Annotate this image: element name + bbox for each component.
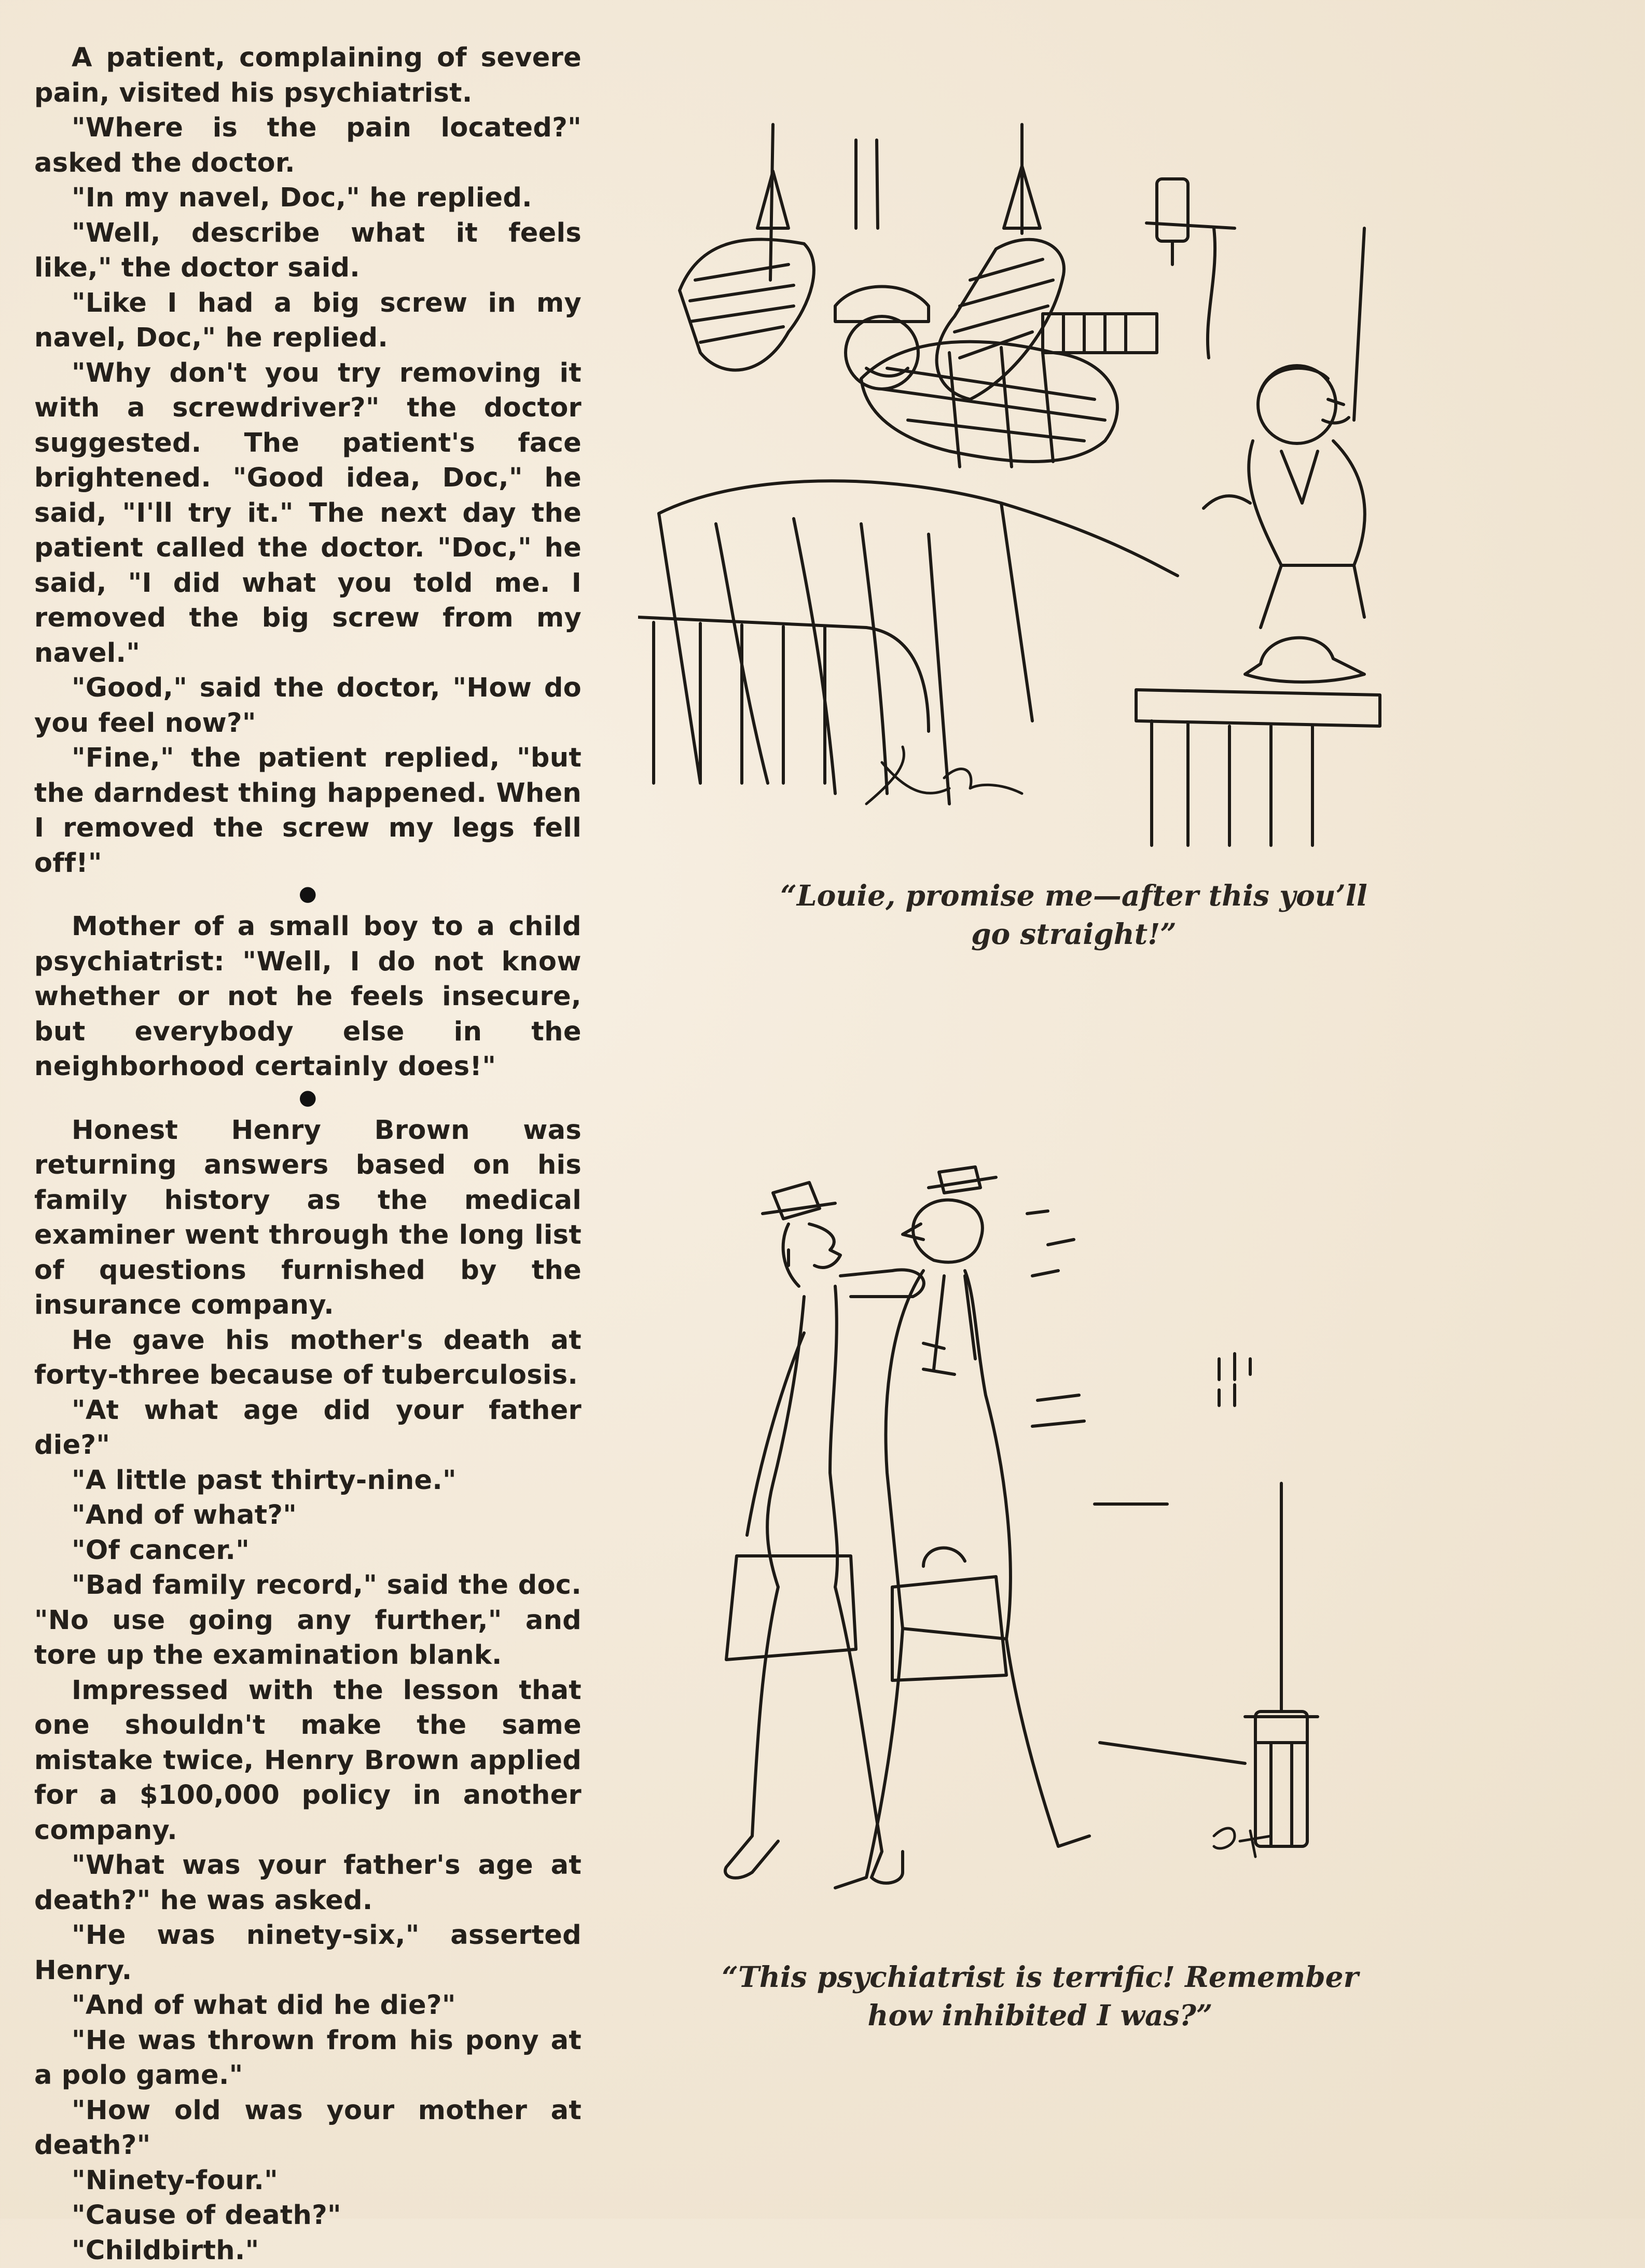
paragraph: "He was ninety-six," asserted Henry. — [34, 1918, 582, 1988]
cartoon-caption-hospital — [737, 876, 1411, 953]
paragraph: He gave his mother's death at forty-three because of tuberculosis. — [34, 1323, 582, 1393]
caption-line: “Louie, promise me—after this you’ll — [737, 876, 1411, 915]
paragraph: "Where is the pain located?" asked the doctor. — [34, 110, 582, 180]
paragraph: "And of what?" — [34, 1498, 582, 1533]
caption-line: how inhibited I was?” — [690, 1996, 1390, 2035]
paragraph: "What was your father's age at death?" he was asked. — [34, 1848, 582, 1918]
paragraph: "At what age did your father die?" — [34, 1393, 582, 1463]
joke-henry-brown — [34, 1113, 582, 2268]
paragraph: "A little past thirty-nine." — [34, 1463, 582, 1498]
hospital-bed-illustration — [638, 109, 1437, 861]
paragraph: Honest Henry Brown was returning answers based on his family history as the medical examiner went through the long list of questions furnished by the insurance company. — [34, 1113, 582, 1323]
caption-line: “This psychiatrist is terrific! Remember — [690, 1958, 1390, 1996]
paragraph: "Cause of death?" — [34, 2198, 582, 2233]
separator-bullet: ● — [34, 1084, 582, 1113]
paragraph: "Well, describe what it feels like," the doctor said. — [34, 216, 582, 286]
joke-mother-psychiatrist: Mother of a small boy to a child psychiatrist: "Well, I do not know whether or not he feels insecure, but everybody else in the neighborhood certainly does!" — [34, 909, 582, 1084]
joke-navel-screw — [34, 40, 582, 881]
walking-men-illustration — [633, 1162, 1375, 1950]
separator-bullet: ● — [34, 881, 582, 909]
paragraph: "He was thrown from his pony at a polo game." — [34, 2023, 582, 2093]
paragraph: A patient, complaining of severe pain, visited his psychiatrist. — [34, 40, 582, 110]
caption-line: go straight!” — [737, 915, 1411, 953]
paragraph: "Why don't you try removing it with a screwdriver?" the doctor suggested. The patient's face brightened. "Good idea, Doc," he said, "I'll try it." The next day the patient called the doctor. "Doc," he said, "I did what you told me. I removed the big screw from my navel." — [34, 356, 582, 671]
text-column — [34, 40, 582, 2268]
paragraph: "Bad family record," said the doc. "No use going any further," and tore up the examination blank. — [34, 1568, 582, 1673]
paragraph: "Good," said the doctor, "How do you feel now?" — [34, 671, 582, 741]
paragraph: "Childbirth." — [34, 2233, 582, 2268]
paragraph: Impressed with the lesson that one shouldn't make the same mistake twice, Henry Brown applied for a $100,000 policy in another company. — [34, 1673, 582, 1848]
paragraph: "How old was your mother at death?" — [34, 2093, 582, 2163]
cartoon-hospital-bed — [638, 109, 1437, 861]
cartoon-caption-psychiatrist — [690, 1958, 1390, 2035]
paragraph: "And of what did he die?" — [34, 1988, 582, 2023]
paragraph: "Like I had a big screw in my navel, Doc," he replied. — [34, 286, 582, 356]
paragraph: "Ninety-four." — [34, 2163, 582, 2199]
paragraph: "In my navel, Doc," he replied. — [34, 180, 582, 216]
cartoon-psychiatrist-walk — [633, 1162, 1375, 1950]
paragraph: "Fine," the patient replied, "but the darndest thing happened. When I removed the screw my legs fell off!" — [34, 741, 582, 881]
paragraph: "Of cancer." — [34, 1533, 582, 1568]
